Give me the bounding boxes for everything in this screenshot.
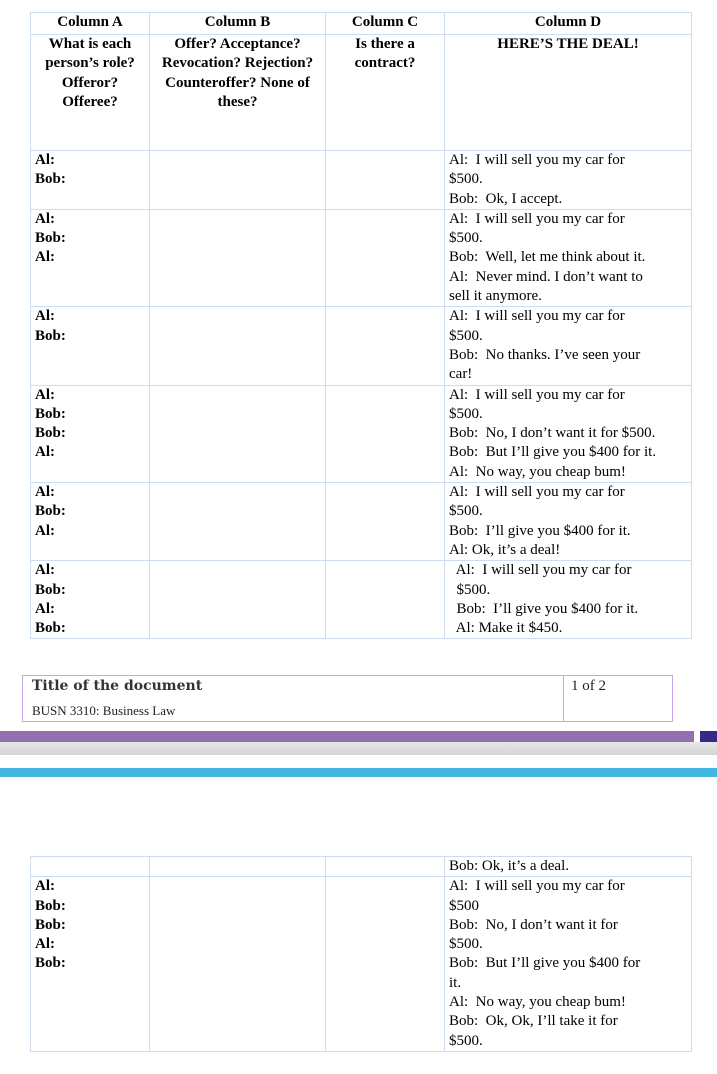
question-type: Offer? Acceptance? Revocation? Rejection? Counteroffer? None of these? <box>150 35 326 151</box>
page-number: 1 of 2 <box>571 678 606 694</box>
roles-cell <box>31 385 150 482</box>
deal-cell <box>445 385 692 482</box>
deal-cell-line: Al: Ok, it’s a deal! <box>449 541 561 558</box>
table-row <box>31 877 692 1052</box>
table-row <box>31 209 692 306</box>
document-title: Title of the document <box>32 678 203 694</box>
course-name: BUSN 3310: Business Law <box>32 703 176 718</box>
answer-cell-b[interactable] <box>150 151 326 210</box>
deal-cell-line: it. <box>449 974 462 991</box>
deal-cell-line: $500. <box>449 327 483 344</box>
answer-cell-b[interactable] <box>150 385 326 482</box>
roles-cell-line: Al: <box>35 444 55 461</box>
deal-cell-line: Al: Make it $450. <box>449 620 563 637</box>
deal-cell-line: $500. <box>449 405 483 422</box>
roles-cell-line: Al: <box>35 152 55 168</box>
roles-cell-line: Bob: <box>35 405 66 422</box>
deal-table-continued <box>30 856 692 1052</box>
page-footer <box>22 675 673 722</box>
roles-cell-line: Al: <box>35 484 55 501</box>
roles-cell-line: Al: <box>35 600 55 617</box>
answer-cell-c[interactable] <box>326 151 445 210</box>
roles-cell-line: Al: <box>35 878 55 895</box>
answer-cell-c[interactable] <box>326 483 445 561</box>
column-a-header: Column A <box>31 13 150 35</box>
footer-divider <box>563 676 564 721</box>
roles-cell-line: Al: <box>35 386 55 403</box>
column-c-header: Column C <box>326 13 445 35</box>
roles-cell-line: Bob: <box>35 916 66 933</box>
roles-cell-line: Bob: <box>35 230 66 247</box>
answer-cell-b[interactable] <box>150 877 326 1052</box>
roles-cell <box>31 857 150 877</box>
deal-cell-line: Bob: Ok, it’s a deal. <box>449 858 569 874</box>
deal-cell-line: Bob: Well, let me think about it. <box>449 249 646 266</box>
deal-cell <box>445 877 692 1052</box>
deal-cell-line: Bob: I’ll give you $400 for it. <box>449 600 639 617</box>
table-row <box>31 561 692 639</box>
answer-cell-b[interactable] <box>150 561 326 639</box>
roles-cell-line: Al: <box>35 249 55 266</box>
answer-cell-b[interactable] <box>150 483 326 561</box>
roles-cell-line: Bob: <box>35 581 66 598</box>
column-d-header: Column D <box>445 13 692 35</box>
deal-table <box>30 12 692 639</box>
answer-cell-c[interactable] <box>326 877 445 1052</box>
deal-cell-line: Al: I will sell you my car for <box>449 308 625 325</box>
cyan-header-bar <box>0 768 717 777</box>
deal-cell-line: Al: Never mind. I don’t want to <box>449 268 643 285</box>
deal-cell <box>445 151 692 210</box>
column-b-header: Column B <box>150 13 326 35</box>
deal-cell-line: Al: I will sell you my car for <box>449 210 625 227</box>
deal-cell-line: sell it anymore. <box>449 288 542 305</box>
answer-cell-c[interactable] <box>326 385 445 482</box>
roles-cell-line: Bob: <box>35 620 66 637</box>
deal-cell-line: Al: No way, you cheap bum! <box>449 994 626 1011</box>
deal-cell <box>445 857 692 877</box>
deal-cell-line: Al: I will sell you my car for <box>449 562 632 579</box>
deal-cell-line: Al: I will sell you my car for <box>449 878 625 895</box>
roles-cell-line: Bob: <box>35 171 66 188</box>
roles-cell-line: Al: <box>35 562 55 579</box>
roles-cell <box>31 483 150 561</box>
deal-cell-line: Al: No way, you cheap bum! <box>449 463 626 480</box>
question-deal: HERE’S THE DEAL! <box>445 35 692 151</box>
deal-cell-line: Al: I will sell you my car for <box>449 484 625 501</box>
roles-cell-line: Bob: <box>35 897 66 914</box>
roles-cell-line: Al: <box>35 522 55 539</box>
deal-cell-line: Al: I will sell you my car for <box>449 386 625 403</box>
deal-cell-line: Bob: But I’ll give you $400 for <box>449 955 641 972</box>
table-row <box>31 857 692 877</box>
deal-cell-line: $500. <box>449 171 483 188</box>
roles-cell-line: Bob: <box>35 425 66 442</box>
deal-cell-line: Bob: No thanks. I’ve seen your <box>449 346 641 363</box>
roles-cell-line: Al: <box>35 210 55 227</box>
deal-cell <box>445 307 692 385</box>
deal-cell-line: Bob: Ok, I accept. <box>449 190 563 207</box>
roles-cell <box>31 209 150 306</box>
deal-cell-line: $500. <box>449 1032 483 1049</box>
deal-cell <box>445 561 692 639</box>
table-row <box>31 151 692 210</box>
deal-cell-line: Bob: Ok, Ok, I’ll take it for <box>449 1013 618 1030</box>
deal-cell-line: Al: I will sell you my car for <box>449 152 625 168</box>
deal-cell-line: $500. <box>449 503 483 520</box>
question-row <box>31 35 692 151</box>
answer-cell-c[interactable] <box>326 209 445 306</box>
column-header-row <box>31 13 692 35</box>
deal-cell <box>445 209 692 306</box>
deal-cell-line: Bob: No, I don’t want it for <box>449 916 618 933</box>
table-row <box>31 307 692 385</box>
roles-cell <box>31 561 150 639</box>
answer-cell-c[interactable] <box>326 561 445 639</box>
table-row <box>31 483 692 561</box>
answer-cell-c[interactable] <box>326 857 445 877</box>
deal-cell-line: car! <box>449 366 473 383</box>
answer-cell-b[interactable] <box>150 857 326 877</box>
deal-cell-line: $500 <box>449 897 479 914</box>
question-role: What is each person’s role? Offeror? Offeree? <box>31 35 150 151</box>
deal-cell-line: $500. <box>449 936 483 953</box>
purple-footer-bar <box>0 731 694 742</box>
answer-cell-b[interactable] <box>150 307 326 385</box>
roles-cell <box>31 307 150 385</box>
deal-cell-line: Bob: No, I don’t want it for $500. <box>449 425 656 442</box>
roles-cell-line: Al: <box>35 936 55 953</box>
page-break-band <box>0 742 717 755</box>
answer-cell-b[interactable] <box>150 209 326 306</box>
roles-cell-line: Bob: <box>35 503 66 520</box>
roles-cell <box>31 877 150 1052</box>
deal-cell-line: Bob: But I’ll give you $400 for it. <box>449 444 657 461</box>
deal-cell-line: $500. <box>449 581 491 598</box>
roles-cell-line: Bob: <box>35 327 66 344</box>
question-contract: Is there a contract? <box>326 35 445 151</box>
roles-cell-line: Bob: <box>35 955 66 972</box>
roles-cell-line: Al: <box>35 308 55 325</box>
roles-cell <box>31 151 150 210</box>
navy-footer-block <box>700 731 717 742</box>
deal-cell <box>445 483 692 561</box>
answer-cell-c[interactable] <box>326 307 445 385</box>
deal-cell-line: Bob: I’ll give you $400 for it. <box>449 522 631 539</box>
table-row <box>31 385 692 482</box>
deal-cell-line: $500. <box>449 230 483 247</box>
